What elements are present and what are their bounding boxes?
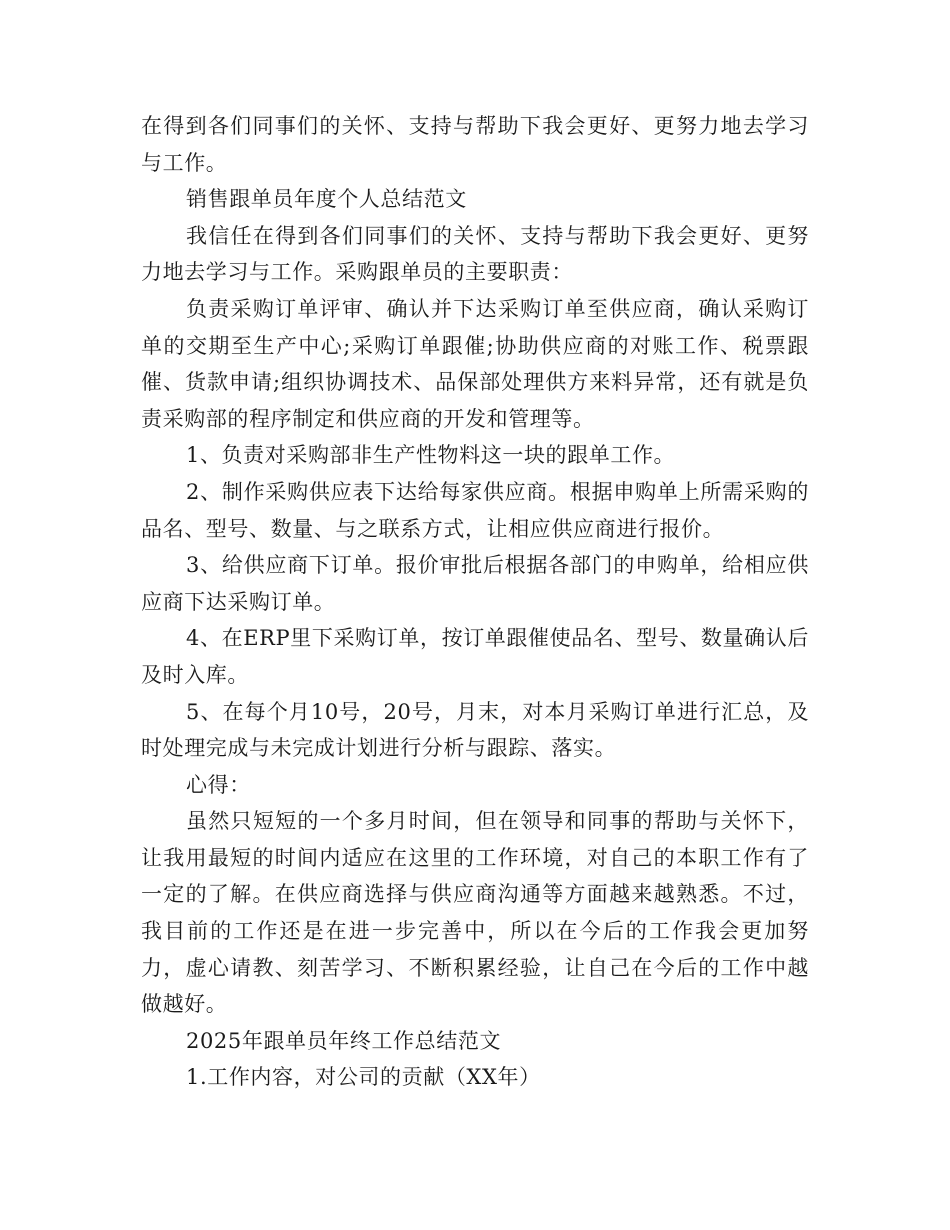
list-item-2: 2、制作采购供应表下达给每家供应商。根据申购单上所需采购的品名、型号、数量、与之联系方式，让相应供应商进行报价。 (141, 479, 809, 541)
heading-insights: 心得： (186, 772, 251, 797)
paragraph-intro: 我信任在得到各们同事们的关怀、支持与帮助下我会更好、更努力地去学习与工作。采购跟单员的主要职责： (141, 223, 809, 285)
paragraph-insights: 虽然只短短的一个多月时间，但在领导和同事的帮助与关怀下，让我用最短的时间内适应在这里的工作环境，对自己的本职工作有了一定的了解。在供应商选择与供应商沟通等方面越来越熟悉。不过，我目前的工作还是在进一步完善中，所以在今后的工作我会更加努力，虚心请教、刻苦学习、不断积累经验，让自己在今后的工作中越做越好。 (141, 809, 809, 1017)
paragraph-duties: 负责采购订单评审、确认并下达采购订单至供应商，确认采购订单的交期至生产中心;采购订单跟催;协助供应商的对账工作、税票跟催、货款申请;组织协调技术、品保部处理供方来料异常，还有就是负责采购部的程序制定和供应商的开发和管理等。 (141, 296, 809, 431)
section-title-year-end-summary: 2025年跟单员年终工作总结范文 (186, 1028, 502, 1053)
list-item-5: 5、在每个月10号，20号，月末，对本月采购订单进行汇总，及时处理完成与未完成计划进行分析与跟踪、落实。 (141, 699, 809, 761)
paragraph-closing-line: 在得到各们同事们的关怀、支持与帮助下我会更好、更努力地去学习与工作。 (141, 114, 809, 175)
section-title-sales-summary: 销售跟单员年度个人总结范文 (186, 187, 467, 212)
document-page (141, 108, 809, 1096)
list-item-4: 4、在ERP里下采购订单，按订单跟催使品名、型号、数量确认后及时入库。 (141, 626, 809, 687)
subheading-work-content: 1.工作内容，对公司的贡献（XX年） (186, 1065, 541, 1090)
list-item-3: 3、给供应商下订单。报价审批后根据各部门的申购单，给相应供应商下达采购订单。 (141, 553, 809, 614)
list-item-1: 1、负责对采购部非生产性物料这一块的跟单工作。 (186, 443, 676, 468)
